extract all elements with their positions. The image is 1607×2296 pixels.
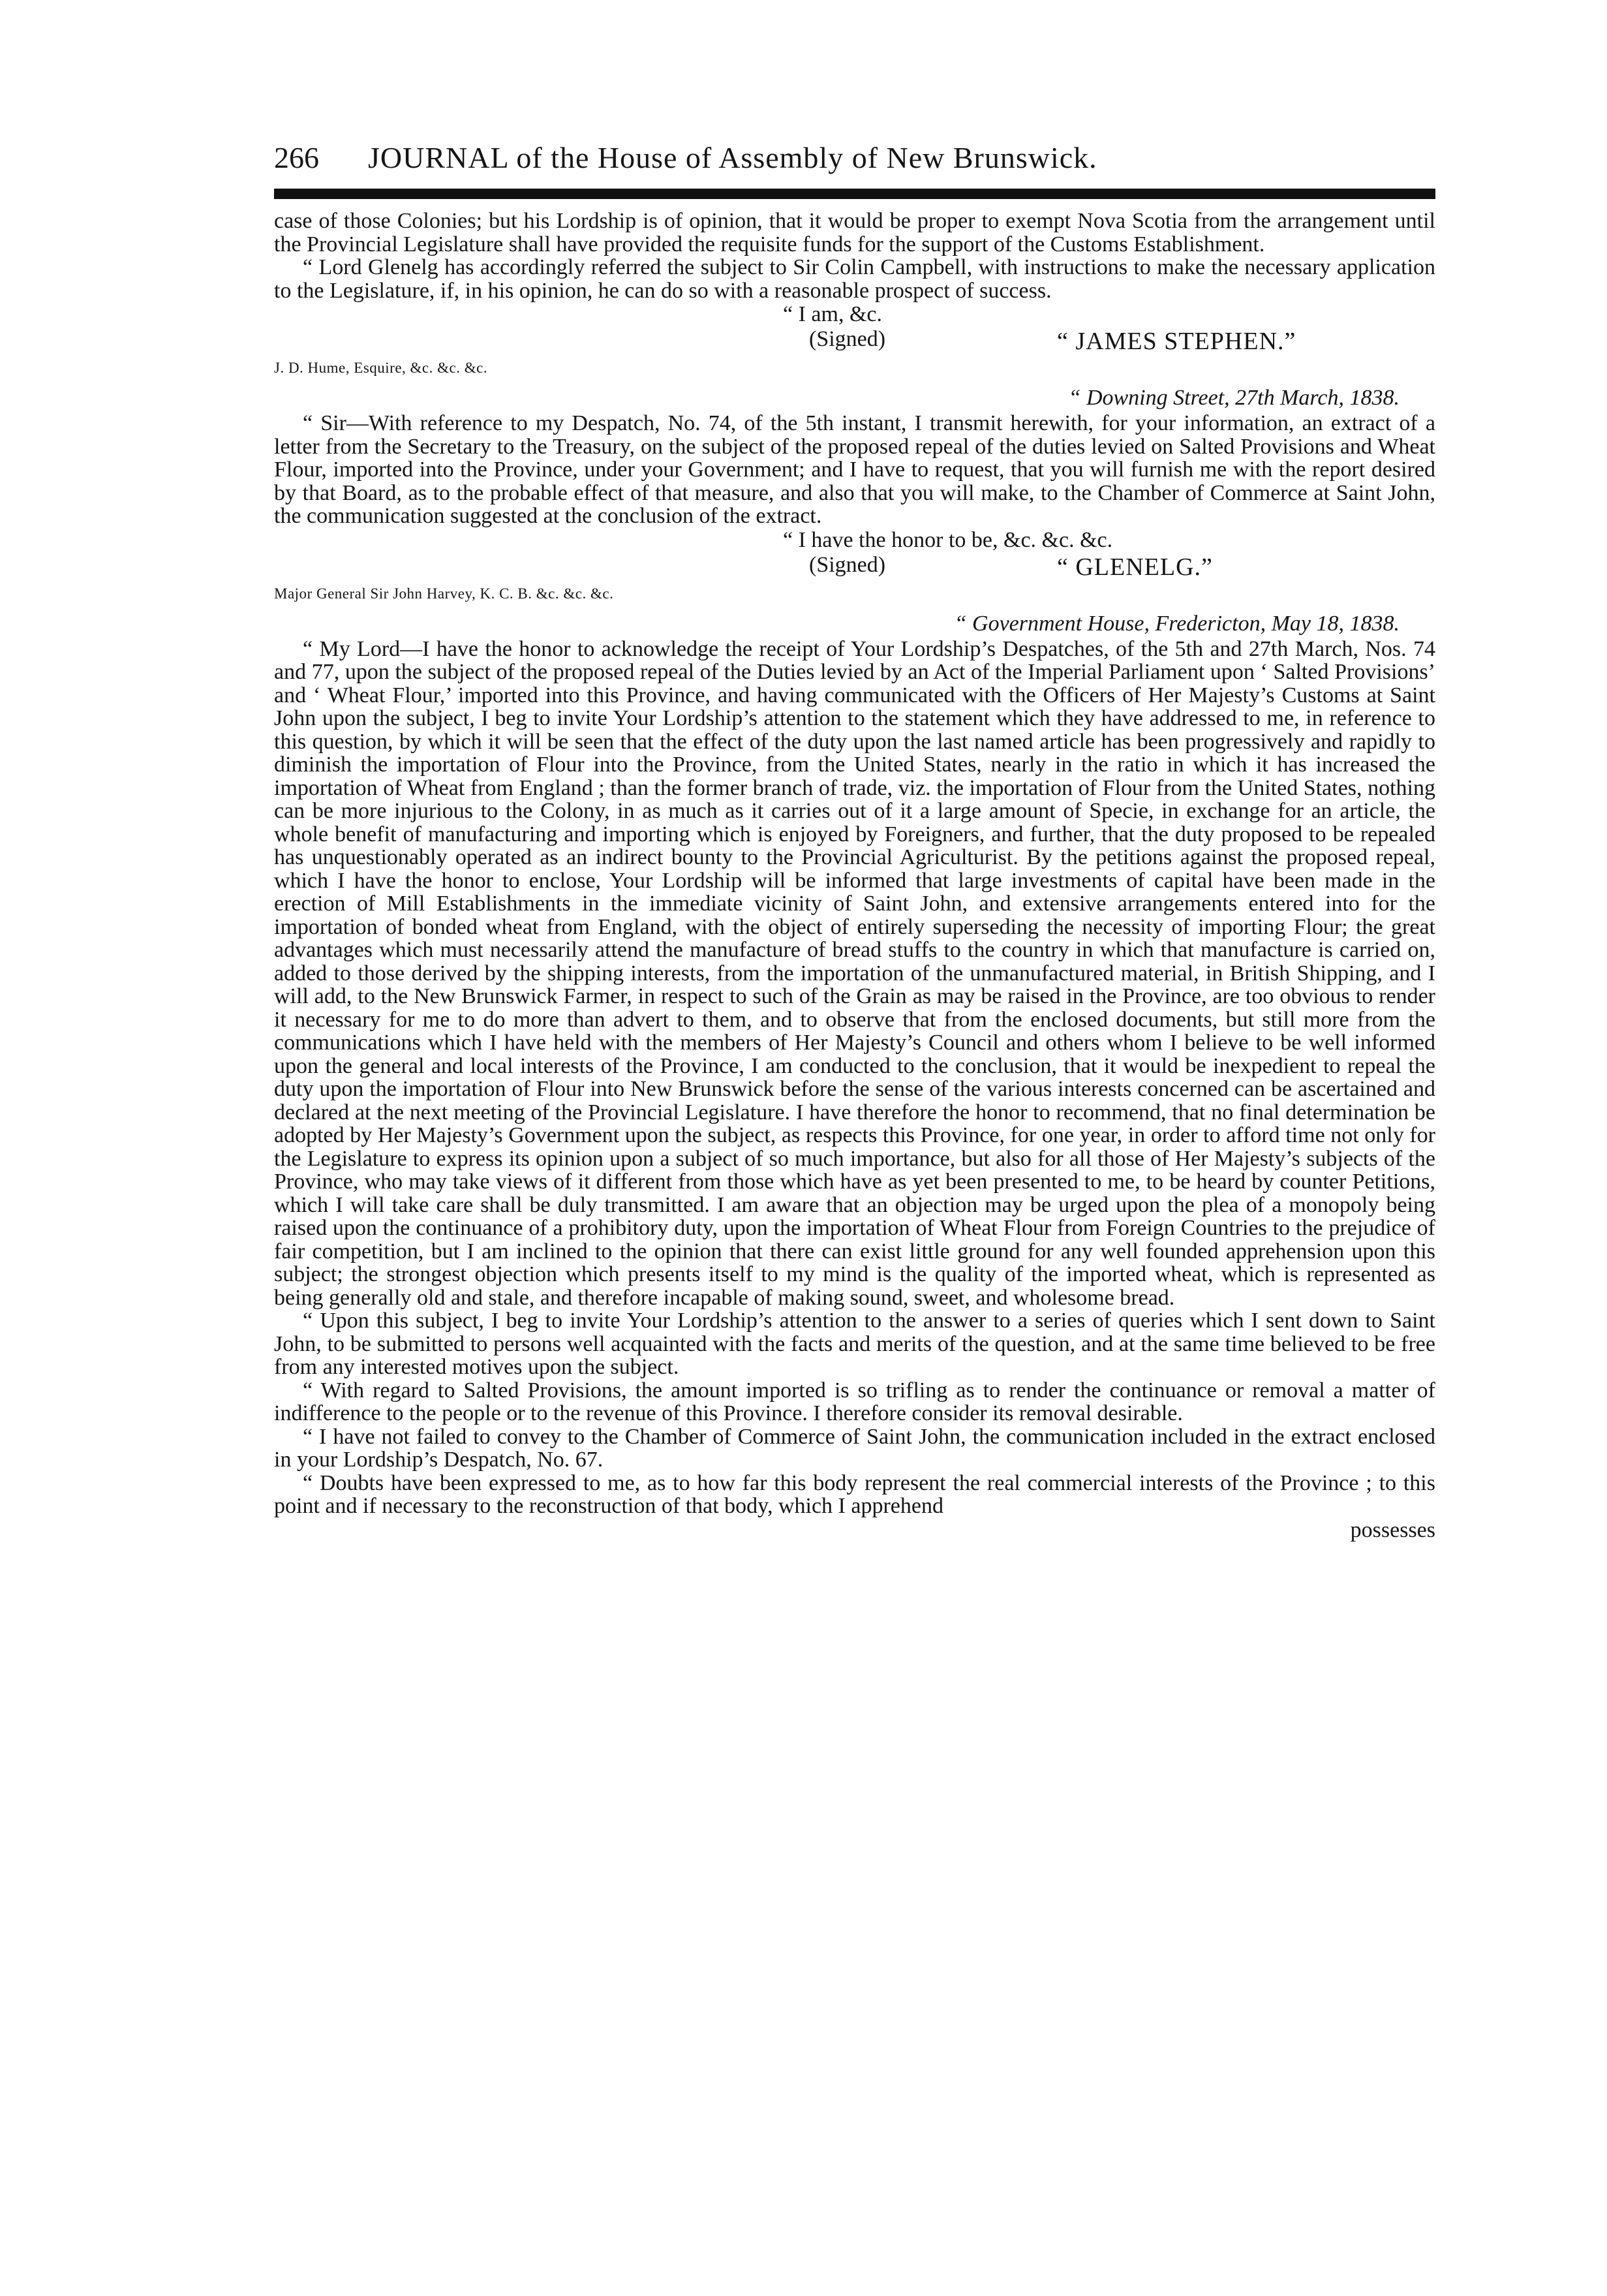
letter1-closing: “ I am, &c. bbox=[783, 302, 882, 326]
signed-label: (Signed) bbox=[809, 552, 886, 577]
letter1-paragraph-1: case of those Colonies; but his Lordship is of opinion, that it would be proper to exempt Nova Scotia from the arrangement until the Provincial Legislature shall have provided the requisite funds for the support of the Customs Establishment. bbox=[274, 209, 1435, 256]
letter3-paragraph-4: “ I have not failed to convey to the Chamber of Commerce of Saint John, the communication included in the extract enclosed in your Lordship’s Despatch, No. 67. bbox=[274, 1424, 1435, 1472]
letter1-signature bbox=[809, 327, 1435, 356]
letter2-dateline: “ Downing Street, 27th March, 1838. bbox=[1068, 386, 1400, 410]
running-title: JOURNAL of the House of Assembly of New Brunswick. bbox=[368, 141, 1097, 174]
letter2-addressee: Major General Sir John Harvey, K. C. B. &c. &c. &c. bbox=[274, 585, 614, 602]
letter3-paragraph-5: “ Doubts have been expressed to me, as to how far this body represent the real commercial interests of the Province ; to this point and if necessary to the reconstruction of that body, which I apprehend bbox=[274, 1470, 1435, 1518]
letter2-closing: “ I have the honor to be, &c. &c. &c. bbox=[783, 527, 1113, 552]
page-header bbox=[274, 140, 1435, 186]
journal-page bbox=[274, 140, 1435, 1565]
signer-name: “ GLENELG.” bbox=[1057, 553, 1213, 581]
header-rule bbox=[274, 189, 1435, 199]
signed-label: (Signed) bbox=[809, 327, 886, 351]
letter1-paragraph-2: “ Lord Glenelg has accordingly referred the subject to Sir Colin Campbell, with instructions to make the necessary application to the Legislature, if, in his opinion, he can do so with a reasonable prospect of success. bbox=[274, 255, 1435, 303]
letter1-addressee: J. D. Hume, Esquire, &c. &c. &c. bbox=[274, 360, 488, 376]
letter3-paragraph-3: “ With regard to Salted Provisions, the amount imported is so trifling as to render the continuance or removal a matter of indifference to the people or to the revenue of this Province. I therefore consider its removal desirable. bbox=[274, 1378, 1435, 1425]
letter2-signature bbox=[809, 553, 1435, 582]
page-number: 266 bbox=[274, 141, 319, 174]
signer-name: “ JAMES STEPHEN.” bbox=[1057, 328, 1296, 355]
letter3-paragraph-1: “ My Lord—I have the honor to acknowledge the receipt of Your Lordship’s Despatches, of the 5th and 27th March, Nos. 74 and 77, upon the subject of the proposed repeal of the Duties levied by an Act of the Imperial Parliament upon ‘ Salted Provisions’ and ‘ Wheat Flour,’ imported into this Province, and having communicated with the Officers of Her Majesty’s Customs at Saint John upon the subject, I beg to invite Your Lordship’s attention to the statement which they have addressed to me, in reference to this question, by which it will be seen that the effect of the duty upon the last named article has been progressively and rapidly to diminish the importation of Flour into the Province, from the United States, nearly in the ratio in which it has increased the importation of Wheat from England ; than the former branch of trade, viz. the importation of Flour from the United States, nothing can be more injurious to the Colony, in as much as it carries out of it a large amount of Specie, in exchange for an article, the whole benefit of manufacturing and importing which is enjoyed by Foreigners, and further, that the duty proposed to be repealed has unquestionably operated as an indirect bounty to the Provincial Agriculturist. By the petitions against the proposed repeal, which I have the honor to enclose, Your Lordship will be informed that large investments of capital have been made in the erection of Mill Establishments in the immediate vicinity of Saint John, and extensive arrangements entered into for the importation of bonded wheat from England, with the object of entirely superseding the necessity of importing Flour; the great advantages which must necessarily attend the manufacture of bread stuffs to the country in which that manufacture is carried on, added to those derived by the shipping interests, from the importation of the unmanufactured material, in British Shipping, and I will add, to the New Brunswick Farmer, in respect to such of the Grain as may be raised in the Province, are too obvious to render it necessary for me to do more than advert to them, and to observe that from the enclosed documents, but still more from the communications which I have held with the members of Her Majesty’s Council and others whom I believe to be well informed upon the general and local interests of the Province, I am conducted to the conclusion, that it would be inexpedient to repeal the duty upon the importation of Flour into New Brunswick before the sense of the various interests concerned can be ascertained and declared at the next meeting of the Provincial Legislature. I have therefore the honor to recommend, that no final determination be adopted by Her Majesty’s Government upon the subject, as respects this Province, for one year, in order to afford time not only for the Legislature to express its opinion upon a subject of so much importance, but also for all those of Her Majesty’s subjects of the Province, who may take views of it different from those which have as yet been presented to me, to be heard by counter Petitions, which I will take care shall be duly transmitted. I am aware that an objection may be urged upon the plea of a monopoly being raised upon the continuance of a prohibitory duty, upon the importation of Wheat Flour from Foreign Countries to the prejudice of fair competition, but I am inclined to the opinion that there can exist little ground for any well founded apprehension upon this subject; the strongest objection which presents itself to my mind is the quality of the imported wheat, which is represented as being generally old and stale, and therefore incapable of making sound, sweet, and wholesome bread. bbox=[274, 636, 1435, 1310]
catchword: possesses bbox=[1350, 1517, 1435, 1542]
letter3-dateline: “ Government House, Fredericton, May 18, 1838. bbox=[954, 611, 1400, 636]
letter2-body: “ Sir—With reference to my Despatch, No. 74, of the 5th instant, I transmit herewith, for your information, an extract of a letter from the Secretary to the Treasury, on the subject of the proposed repeal of the duties levied on Salted Provisions and Wheat Flour, imported into the Province, under your Government; and I have to request, that you will furnish me with the report desired by that Board, as to the probable effect of that measure, and also that you will make, to the Chamber of Commerce at Saint John, the communication suggested at the conclusion of the extract. bbox=[274, 411, 1435, 528]
letter3-paragraph-2: “ Upon this subject, I beg to invite Your Lordship’s attention to the answer to a series of queries which I sent down to Saint John, to be submitted to persons well acquainted with the facts and merits of the question, and at the same time believed to be free from any interested motives upon the subject. bbox=[274, 1309, 1435, 1379]
